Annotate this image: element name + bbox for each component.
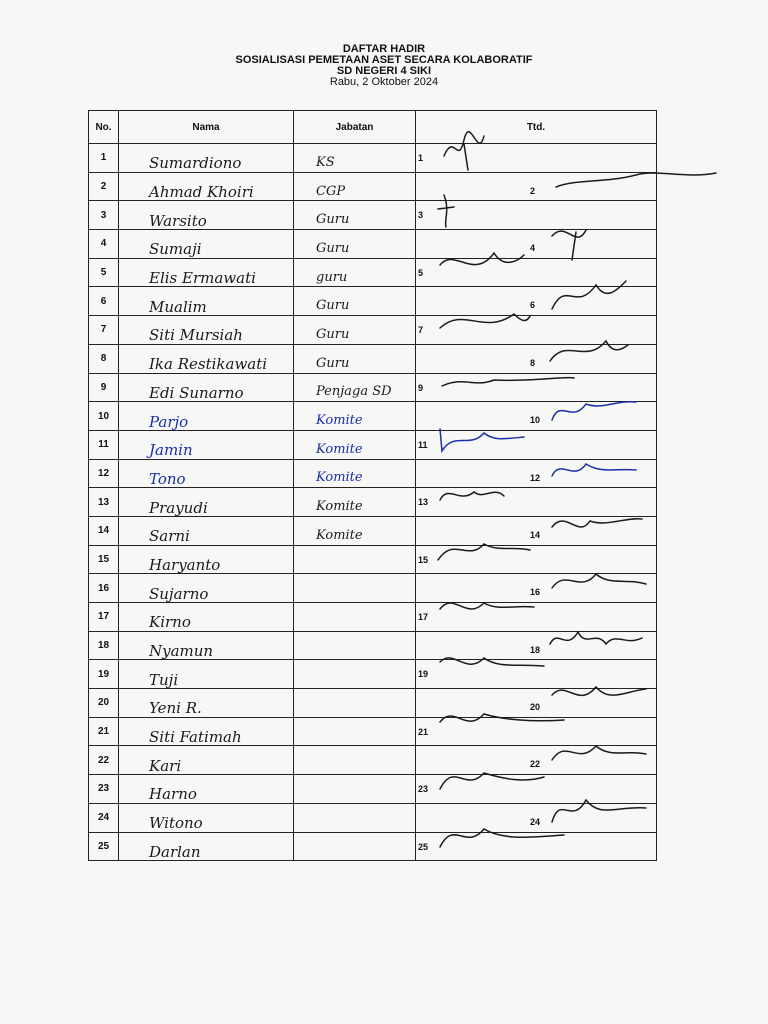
handwritten-position: Guru bbox=[316, 240, 350, 256]
handwritten-position: Guru bbox=[316, 326, 350, 342]
name-cell bbox=[119, 172, 294, 201]
signature-number: 21 bbox=[418, 726, 429, 737]
position-cell bbox=[294, 488, 416, 517]
handwritten-position: Penjaga SD bbox=[316, 384, 392, 400]
name-cell bbox=[119, 516, 294, 545]
column-header-no: No. bbox=[89, 111, 119, 144]
row-number: 18 bbox=[89, 631, 119, 660]
name-cell bbox=[119, 230, 294, 259]
signature-scribble bbox=[434, 825, 634, 865]
handwritten-position: Guru bbox=[316, 212, 350, 228]
column-header-ttd: Ttd. bbox=[416, 111, 657, 144]
row-number: 2 bbox=[89, 172, 119, 201]
signature-number: 23 bbox=[418, 784, 429, 795]
signature-number: 8 bbox=[530, 357, 536, 368]
row-number: 23 bbox=[89, 775, 119, 804]
row-number: 7 bbox=[89, 316, 119, 345]
signature-area bbox=[416, 660, 656, 688]
position-cell bbox=[294, 373, 416, 402]
handwritten-name: Warsito bbox=[149, 211, 207, 230]
signature-number: 25 bbox=[418, 841, 429, 852]
position-cell bbox=[294, 402, 416, 431]
position-cell bbox=[294, 803, 416, 832]
handwritten-name: Siti Fatimah bbox=[149, 728, 242, 747]
column-header-nama: Nama bbox=[119, 111, 294, 144]
row-number: 4 bbox=[89, 230, 119, 259]
handwritten-name: Kari bbox=[149, 756, 182, 775]
name-cell bbox=[119, 746, 294, 775]
row-number: 6 bbox=[89, 287, 119, 316]
position-cell bbox=[294, 430, 416, 459]
signature-area bbox=[416, 833, 656, 861]
signature-area bbox=[416, 603, 656, 631]
signature-number: 3 bbox=[418, 210, 424, 221]
signature-area bbox=[416, 201, 656, 229]
handwritten-position: Komite bbox=[316, 499, 363, 515]
table-row bbox=[89, 832, 657, 861]
handwritten-name: Ahmad Khoiri bbox=[149, 183, 254, 202]
handwritten-name: Tono bbox=[149, 469, 186, 488]
handwritten-name: Yeni R. bbox=[149, 699, 202, 718]
signature-number: 13 bbox=[418, 497, 429, 508]
position-cell bbox=[294, 516, 416, 545]
name-cell bbox=[119, 603, 294, 632]
handwritten-name: Nyamun bbox=[149, 642, 214, 661]
position-cell bbox=[294, 344, 416, 373]
signature-number: 11 bbox=[418, 439, 428, 450]
name-cell bbox=[119, 373, 294, 402]
signature-number: 14 bbox=[530, 529, 541, 540]
school-name: SD NEGERI 4 SIKI bbox=[336, 65, 432, 77]
position-cell bbox=[294, 459, 416, 488]
handwritten-position: Komite bbox=[316, 470, 363, 486]
handwritten-name: Ika Restikawati bbox=[149, 355, 268, 374]
name-cell bbox=[119, 201, 294, 230]
name-cell bbox=[119, 402, 294, 431]
signature-number: 1 bbox=[418, 153, 424, 163]
signature-number: 10 bbox=[530, 415, 541, 426]
position-cell bbox=[294, 201, 416, 230]
signature-number: 12 bbox=[530, 472, 541, 483]
position-cell bbox=[294, 689, 416, 718]
position-cell bbox=[294, 258, 416, 287]
position-cell bbox=[294, 746, 416, 775]
signature-area bbox=[416, 259, 656, 287]
signature-number: 24 bbox=[530, 816, 541, 827]
handwritten-name: Siti Mursiah bbox=[149, 326, 243, 345]
name-cell bbox=[119, 344, 294, 373]
handwritten-name: Kirno bbox=[149, 613, 191, 632]
handwritten-name: Tuji bbox=[149, 670, 179, 689]
name-cell bbox=[119, 545, 294, 574]
signature-area bbox=[416, 144, 656, 172]
name-cell bbox=[119, 660, 294, 689]
name-cell bbox=[119, 631, 294, 660]
handwritten-name: Mualim bbox=[149, 297, 207, 316]
signature-number: 22 bbox=[530, 759, 541, 770]
handwritten-name: Darlan bbox=[149, 842, 201, 861]
row-number: 21 bbox=[89, 717, 119, 746]
handwritten-name: Sarni bbox=[149, 527, 190, 546]
handwritten-name: Harno bbox=[149, 785, 197, 804]
column-header-jabatan: Jabatan bbox=[294, 111, 416, 144]
signature-number: 16 bbox=[530, 587, 541, 598]
name-cell bbox=[119, 258, 294, 287]
signature-number: 5 bbox=[418, 267, 424, 278]
row-number: 1 bbox=[89, 144, 119, 173]
handwritten-name: Haryanto bbox=[149, 555, 221, 574]
signature-number: 2 bbox=[530, 185, 536, 196]
row-number: 9 bbox=[89, 373, 119, 402]
name-cell bbox=[119, 287, 294, 316]
name-cell bbox=[119, 803, 294, 832]
signature-number: 4 bbox=[530, 243, 536, 254]
signature-area bbox=[416, 488, 656, 516]
position-cell bbox=[294, 717, 416, 746]
position-cell bbox=[294, 775, 416, 804]
row-number: 22 bbox=[89, 746, 119, 775]
handwritten-position: Guru bbox=[316, 355, 350, 371]
row-number: 5 bbox=[89, 258, 119, 287]
doc-title: DAFTAR HADIR bbox=[342, 43, 426, 55]
row-number: 13 bbox=[89, 488, 119, 517]
handwritten-name: Sujarno bbox=[149, 584, 209, 603]
handwritten-position: Komite bbox=[316, 441, 363, 457]
signature-number: 15 bbox=[418, 554, 429, 565]
handwritten-name: Elis Ermawati bbox=[149, 269, 256, 288]
row-number: 8 bbox=[89, 344, 119, 373]
signature-number: 18 bbox=[530, 644, 541, 655]
name-cell bbox=[119, 316, 294, 345]
position-cell bbox=[294, 172, 416, 201]
name-cell bbox=[119, 689, 294, 718]
doc-subtitle: SOSIALISASI PEMETAAN ASET SECARA KOLABORATIF bbox=[235, 54, 533, 66]
position-cell bbox=[294, 631, 416, 660]
name-cell bbox=[119, 574, 294, 603]
name-cell bbox=[119, 430, 294, 459]
handwritten-name: Prayudi bbox=[149, 498, 208, 517]
signature-number: 17 bbox=[418, 612, 429, 622]
position-cell bbox=[294, 287, 416, 316]
name-cell bbox=[119, 144, 294, 173]
handwritten-name: Edi Sunarno bbox=[149, 383, 244, 402]
signature-area bbox=[416, 316, 656, 344]
position-cell bbox=[294, 230, 416, 259]
handwritten-name: Jamin bbox=[149, 441, 193, 460]
signature-number: 7 bbox=[418, 325, 424, 336]
name-cell bbox=[119, 775, 294, 804]
position-cell bbox=[294, 603, 416, 632]
name-cell bbox=[119, 488, 294, 517]
signature-area bbox=[416, 431, 656, 459]
row-number: 19 bbox=[89, 660, 119, 689]
signature-area bbox=[416, 546, 656, 574]
row-number: 20 bbox=[89, 689, 119, 718]
signature-area bbox=[416, 374, 656, 402]
handwritten-position: Komite bbox=[316, 413, 363, 429]
signature-number: 19 bbox=[418, 669, 429, 680]
handwritten-position: guru bbox=[316, 269, 348, 285]
row-number: 24 bbox=[89, 803, 119, 832]
handwritten-position: Guru bbox=[316, 298, 350, 314]
signature-area bbox=[416, 718, 656, 746]
signature-number: 20 bbox=[530, 702, 541, 713]
handwritten-name: Witono bbox=[149, 814, 203, 833]
position-cell bbox=[294, 832, 416, 861]
handwritten-position: CGP bbox=[316, 183, 346, 199]
attendance-table bbox=[88, 110, 657, 861]
signature-cell bbox=[416, 832, 657, 861]
document-header bbox=[0, 44, 768, 88]
name-cell bbox=[119, 832, 294, 861]
handwritten-name: Parjo bbox=[149, 412, 189, 431]
signature-number: 6 bbox=[530, 300, 536, 311]
position-cell bbox=[294, 316, 416, 345]
row-number: 25 bbox=[89, 832, 119, 861]
row-number: 15 bbox=[89, 545, 119, 574]
row-number: 12 bbox=[89, 459, 119, 488]
signature-area bbox=[416, 775, 656, 803]
row-number: 17 bbox=[89, 603, 119, 632]
event-date: Rabu, 2 Oktober 2024 bbox=[329, 76, 439, 88]
position-cell bbox=[294, 574, 416, 603]
row-number: 16 bbox=[89, 574, 119, 603]
position-cell bbox=[294, 144, 416, 173]
handwritten-position: KS bbox=[316, 154, 335, 170]
row-number: 11 bbox=[89, 430, 119, 459]
handwritten-name: Sumaji bbox=[149, 240, 202, 259]
position-cell bbox=[294, 660, 416, 689]
row-number: 14 bbox=[89, 516, 119, 545]
row-number: 10 bbox=[89, 402, 119, 431]
name-cell bbox=[119, 717, 294, 746]
handwritten-name: Sumardiono bbox=[149, 154, 242, 173]
handwritten-position: Komite bbox=[316, 527, 363, 543]
signature-number: 9 bbox=[418, 382, 424, 393]
row-number: 3 bbox=[89, 201, 119, 230]
position-cell bbox=[294, 545, 416, 574]
name-cell bbox=[119, 459, 294, 488]
